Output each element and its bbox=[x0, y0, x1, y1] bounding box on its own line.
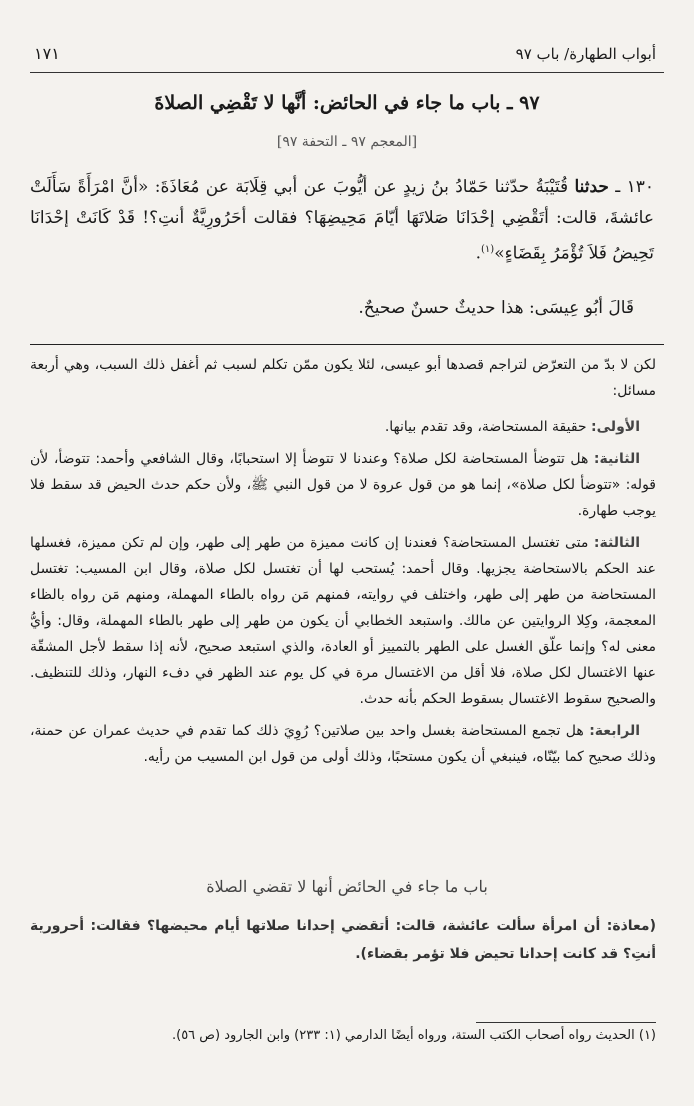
commentary-point bbox=[30, 446, 656, 524]
point-label: الثالثة: bbox=[593, 535, 641, 551]
section-quote bbox=[30, 912, 656, 968]
point-label: الأولى: bbox=[591, 419, 640, 435]
point-text: هل تتوضأ المستحاضة لكل صلاة؟ وعندنا لا تتوضأ إلا استحبابًا، وقال الشافعي وأحمد: تتوضأ، لأن قوله: «تتوضأ لكل صلاة»، إنما هو من قول عروة لا من قول النبي ﷺ، ولأن حكم حدث الحيض قد سقط فلا يوجب طهارة. bbox=[30, 451, 656, 519]
point-text: متى تغتسل المستحاضة؟ فعندنا إن كانت مميزة من طهر إلى طهر، وإن لم تكن مميزة، فغسلها عند الحكم بالاستحاضة يجزيها. وقال أحمد: يُستحب لها أن تغتسل لكل صلاة، وقال ابن المسيب: تغتسل المستحاضة من طهر إلى طهر، واختلف في روايته، فمنهم مَن رواه بالطاء المهملة، ومنهم مَن رواه بالظاء المعجمة، وكِلا الروايتين عن مالك. واستبعد الخطابي أن يكون من طهر إلى طهر بالطاء المهملة، وقال: وأيُّ معنى له؟ وإنما علّق الغسل على الطهر بالتمييز أو العادة، والذي استبعد صحيح، لأنه إذا سقط لأجل المشقّة عنها الاغتسال لكل صلاة، فلا أقل من الاغتسال مرة في كل يوم عند الظهر في دفء النهار، وذلك للتنظيف. والصحيح سقوط الاغتسال بسقوط الحكم بأنه حدث. bbox=[30, 535, 656, 707]
quote-label: (معاذة: bbox=[606, 918, 656, 934]
commentary bbox=[30, 352, 656, 776]
chapter-title-main: ما جاء في الحائض: bbox=[312, 92, 465, 114]
chapter-title bbox=[30, 92, 664, 114]
hadith-number: ١٣٠ ـ bbox=[615, 177, 655, 197]
quote-text: أن امرأة سألت عائشة، قالت: أتقضي إحدانا صلاتها أيام محيضها؟ فقالت: أحرورية أنتِ؟ قد كانت إحدانا تحيض فلا تؤمر بقضاء). bbox=[30, 918, 656, 962]
chapter-number: ٩٧ ـ bbox=[506, 92, 540, 114]
hadith-body: قُتَيْبَةُ حدّثنا حَمّادُ بنُ زيدٍ عن أيُّوبَ عن أبي قِلَابَة عن مُعَاذَةَ: «أنَّ امْرَأَةً سَأَلَتْ عائشةَ، قالت: أتَقْضِي إحْدَانَا صَلاتَهَا أيّامَ مَحِيضِهَا؟ فقالت أحَرُورِيَّةٌ أنتِ؟! قَدْ كَانَتْ إحْدَانَا تَحِيضُ فَلاَ تُؤْمَرُ بِقَضَاءٍ» bbox=[30, 177, 654, 264]
running-header bbox=[34, 44, 656, 63]
hadith-text: ١٣٠ ـ حدثنا قُتَيْبَةُ حدّثنا حَمّادُ بنُ زيدٍ عن أيُّوبَ عن أبي قِلَابَة عن مُعَاذَةَ: «أنَّ امْرَأَةً سَأَلَتْ عائشةَ، قالت: أتَقْضِي إحْدَانَا صَلاتَهَا أيّامَ مَحِيضِهَا؟ فقالت أحَرُورِيَّةٌ أنتِ؟! قَدْ كَانَتْ إحْدَانَا تَحِيضُ فَلاَ تُؤْمَرُ بِقَضَاءٍ»$^{(١)}$. bbox=[30, 177, 655, 264]
footnote-mark: (١) bbox=[481, 244, 495, 255]
header-title: أبواب الطهارة/ باب ٩٧ bbox=[515, 45, 656, 63]
point-text: حقيقة المستحاضة، وقد تقدم بيانها. bbox=[384, 419, 587, 435]
point-label: الرابعة: bbox=[589, 723, 641, 739]
commentary-point bbox=[30, 530, 656, 712]
chapter-keyword: باب bbox=[471, 92, 501, 114]
footnote: (١) الحديث رواه أصحاب الكتب الستة، ورواه أيضًا الدارمي (١: ٢٣٣) وابن الجارود (ص ٥٦). bbox=[171, 1028, 656, 1043]
header-divider bbox=[30, 72, 664, 73]
commentary-point bbox=[30, 414, 656, 440]
hadith-keyword: حدثنا bbox=[574, 177, 609, 197]
footnote-divider bbox=[476, 1022, 656, 1023]
commentary-intro: لكن لا بدّ من التعرّض لتراجم قصدها أبو عيسى، لئلا يكون ممّن تكلم لسبب ثم أغفل ذلك السبب، وهي أربعة مسائل: bbox=[30, 357, 656, 399]
point-label: الثانية: bbox=[593, 451, 641, 467]
commentary-divider bbox=[30, 344, 664, 345]
point-text: هل تجمع المستحاضة بغسل واحد بين صلاتين؟ رُوِيَ ذلك كما تقدم في حديث عمران عن حمنة، وذلك صحيح كما بيّنّاه، فينبغي أن يكون مستحبًا، وذلك أولى من قول ابن المسيب من رأيه. bbox=[30, 723, 656, 765]
commentary-point bbox=[30, 718, 656, 770]
chapter-reference: [المعجم ٩٧ ـ التحفة ٩٧] bbox=[276, 134, 418, 150]
section-heading: باب ما جاء في الحائض أنها لا تقضي الصلاة bbox=[206, 877, 488, 896]
hadith-verdict: قَالَ أبُو عِيسَى: هذا حديثٌ حسنٌ صحيحٌ. bbox=[358, 298, 634, 318]
chapter-title-highlight: أنَّها لا تَقْضِي الصلاةَ bbox=[154, 92, 307, 114]
page-number: ١٧١ bbox=[34, 44, 60, 63]
